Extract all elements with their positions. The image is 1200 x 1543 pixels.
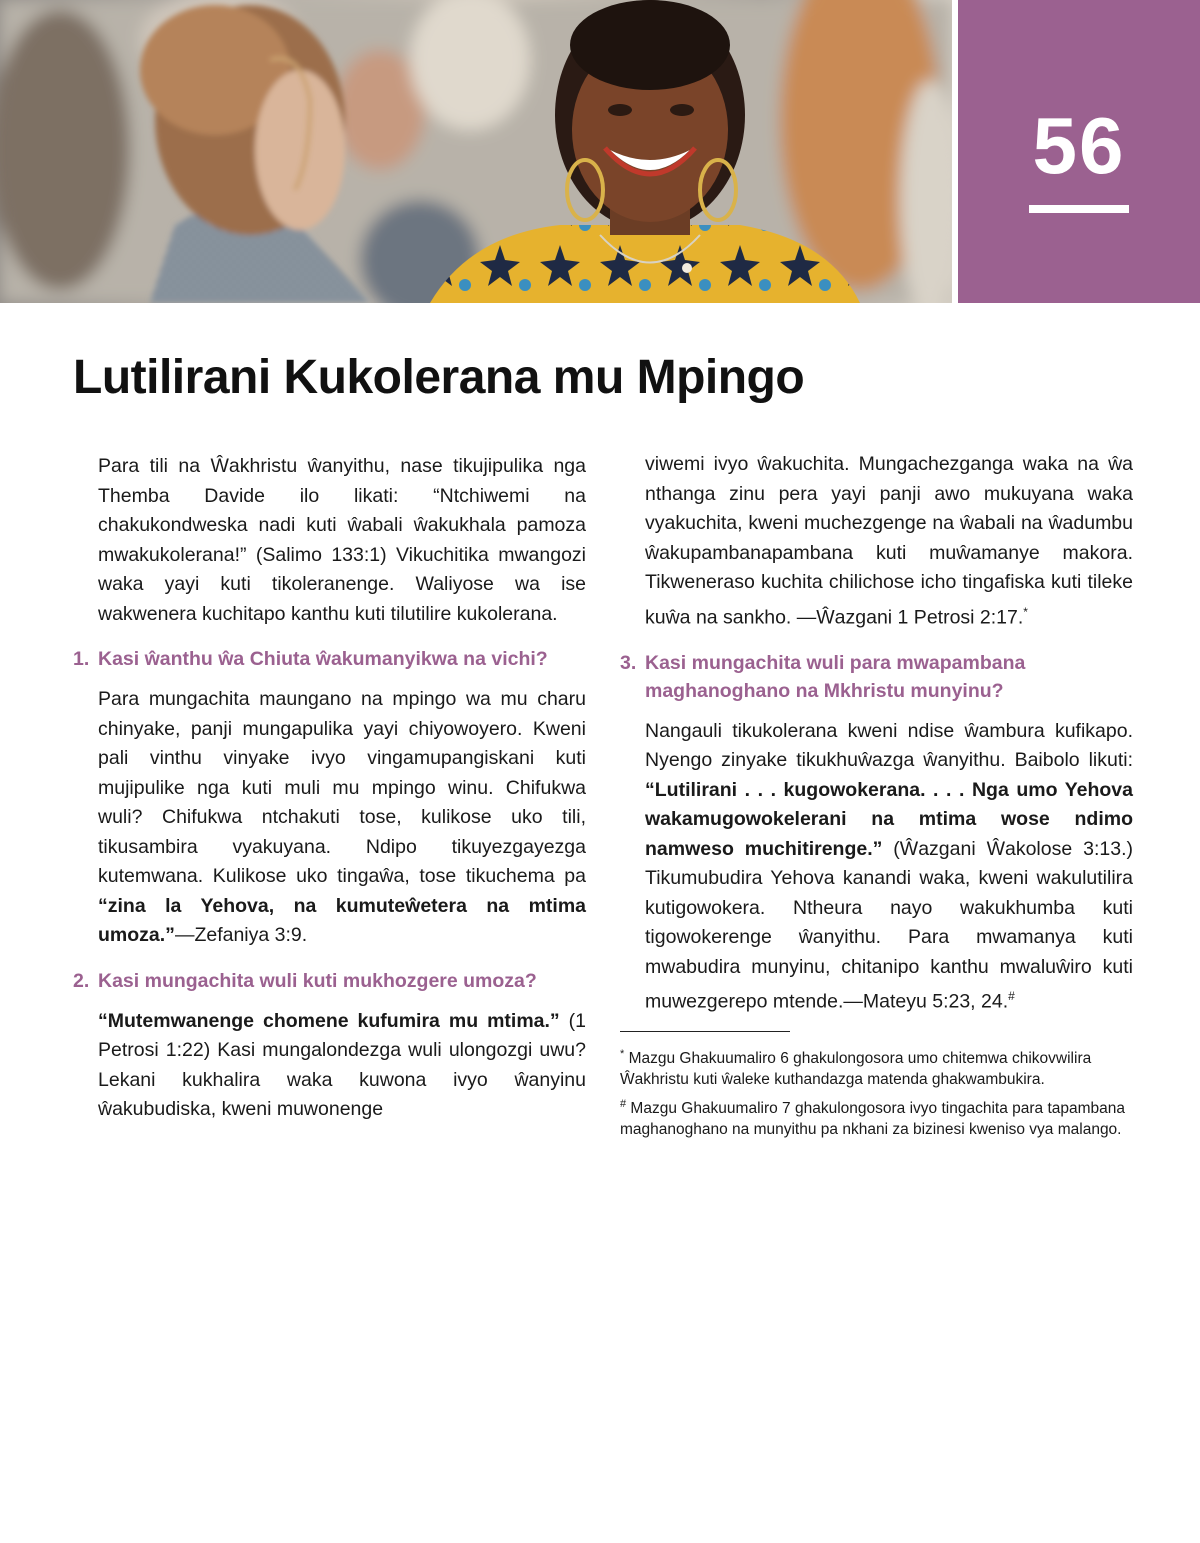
question-2-text: Kasi mungachita wuli kuti mukhozgere umoza?: [98, 969, 537, 992]
answer-2-paragraph: [73, 1007, 586, 1125]
answer-1-text-a: Para mungachita maungano na mpingo wa mu charu chinyake, panji mungapulika yayi chiyowoyero. Kweni pali vinthu vinyake ivyo vingamupangiskani kuti mujipulike nga kuti muli mu mpingo winu. Chifukwa wuli? Chifukwa ntchakuti tose, kulikose uko tili, tikusambira vyakuyana. Ndipo tikuyezgayezga kutemwana. Kulikose uko tingaŵa, tose tikuchema pa: [98, 688, 586, 887]
question-1-text: Kasi ŵanthu ŵa Chiuta ŵakumanyikwa na vichi?: [98, 648, 548, 670]
answer-2-continued-text: viwemi ivyo ŵakuchita. Mungachezganga waka na ŵa nthanga zinu pera yayi panji awo mukuyana waka vyakuchita, kweni muchezgenge na ŵabali na ŵadumbu ŵakupambanapambana kuti muŵamanye makora. Tikweneraso kuchita chilichose icho tingafiska kuti tileke kuŵa na sankho. —Ŵazgani 1 Petrosi 2:17.: [645, 453, 1133, 628]
question-1: [73, 645, 586, 673]
lesson-number-underline: [1029, 205, 1129, 213]
question-1-number: 1.: [73, 648, 90, 670]
page-title: Lutilirani Kukolerana mu Mpingo: [73, 351, 805, 404]
footnote-divider: [620, 1031, 790, 1032]
right-column: [620, 452, 1133, 1144]
answer-1-citation: —Zefaniya 3:9.: [174, 924, 308, 946]
footnote-mark-asterisk[interactable]: *: [1023, 604, 1028, 619]
header-photo: [0, 0, 952, 303]
question-2: [73, 967, 586, 995]
answer-1-paragraph: [73, 685, 586, 951]
answer-2-quote: “Mutemwanenge chomene kufumira mu mtima.”: [98, 1009, 560, 1032]
question-2-number: 2.: [73, 969, 90, 992]
left-column: [73, 452, 586, 1137]
question-3: [620, 649, 1133, 705]
footnote-mark-hash[interactable]: #: [1008, 989, 1015, 1003]
answer-3-quote: “Lutilirani . . . kugowokerana. . . . Nga umo Yehova wakamugowokelerani na mtima wose ndimo namweso muchitirenge.”: [645, 778, 1133, 860]
question-3-text: Kasi mungachita wuli para mwapambana maghanoghano na Mkhristu munyinu?: [645, 651, 1026, 702]
footnote-1: [620, 1044, 1133, 1090]
footnote-1-mark: *: [620, 1048, 625, 1060]
footnote-1-text: Mazgu Ghakuumaliro 6 ghakulongosora umo chitemwa chikovwilira Ŵakhristu kuti ŵaleke kuthandazga matenda ghakwambukira.: [620, 1050, 1092, 1089]
question-3-number: 3.: [620, 651, 637, 674]
answer-2-continued-paragraph: [620, 450, 1133, 633]
footnote-2-text: Mazgu Ghakuumaliro 7 ghakulongosora ivyo tingachita para tapambana maghanoghano na munyithu pa nkhani za bizinesi kweniso vya malango.: [620, 1100, 1126, 1139]
intro-paragraph: Para tili na Ŵakhristu ŵanyithu, nase tikujipulika nga Themba Davide ilo likati: “Ntchiwemi na chakukondweska nadi kuti ŵabali ŵakukhala pamoza mwakukolerana!” (Salimo 133:1) Vikuchitika mwangozi waka yayi kuti tikoleranenge. Waliyose wa ise wakwenera kuchitapo kanthu kuti tilutilire kukolerana.: [98, 455, 586, 625]
answer-3-text-a: Nangauli tikukolerana kweni ndise ŵambura kufikapo. Nyengo zinyake tikukhuŵazga ŵanyithu. Baibolo likuti:: [645, 719, 1133, 771]
lesson-number-box: [958, 0, 1200, 303]
answer-3-paragraph: [620, 717, 1133, 1018]
footnote-2: [620, 1094, 1133, 1140]
answer-2-text-a: (1 Petrosi 1:22) Kasi mungalondezga wuli ulongozgi uwu? Lekani kukhalira waka kuwona ivyo ŵanyinu ŵakubudiska, kweni muwonenge: [98, 1009, 586, 1120]
answer-3-text-b: (Ŵazgani Ŵakolose 3:13.) Tikumubudira Yehova kanandi waka, kweni wakulutilira kutigowokera. Ntheura nayo wakukhumba kuti tigowokerenge ŵanyithu. Para mwamanya kuti mwabudira munyinu, chitanipo kanthu mwaluŵiro kuti muwezgerepo mtende.—Mateyu 5:23, 24.: [645, 837, 1133, 1013]
lesson-number: 56: [1032, 101, 1126, 190]
footnote-2-mark: #: [620, 1098, 627, 1111]
answer-1-quote: “zina la Yehova, na kumuteŵetera na mtima umoza.”: [98, 894, 586, 946]
